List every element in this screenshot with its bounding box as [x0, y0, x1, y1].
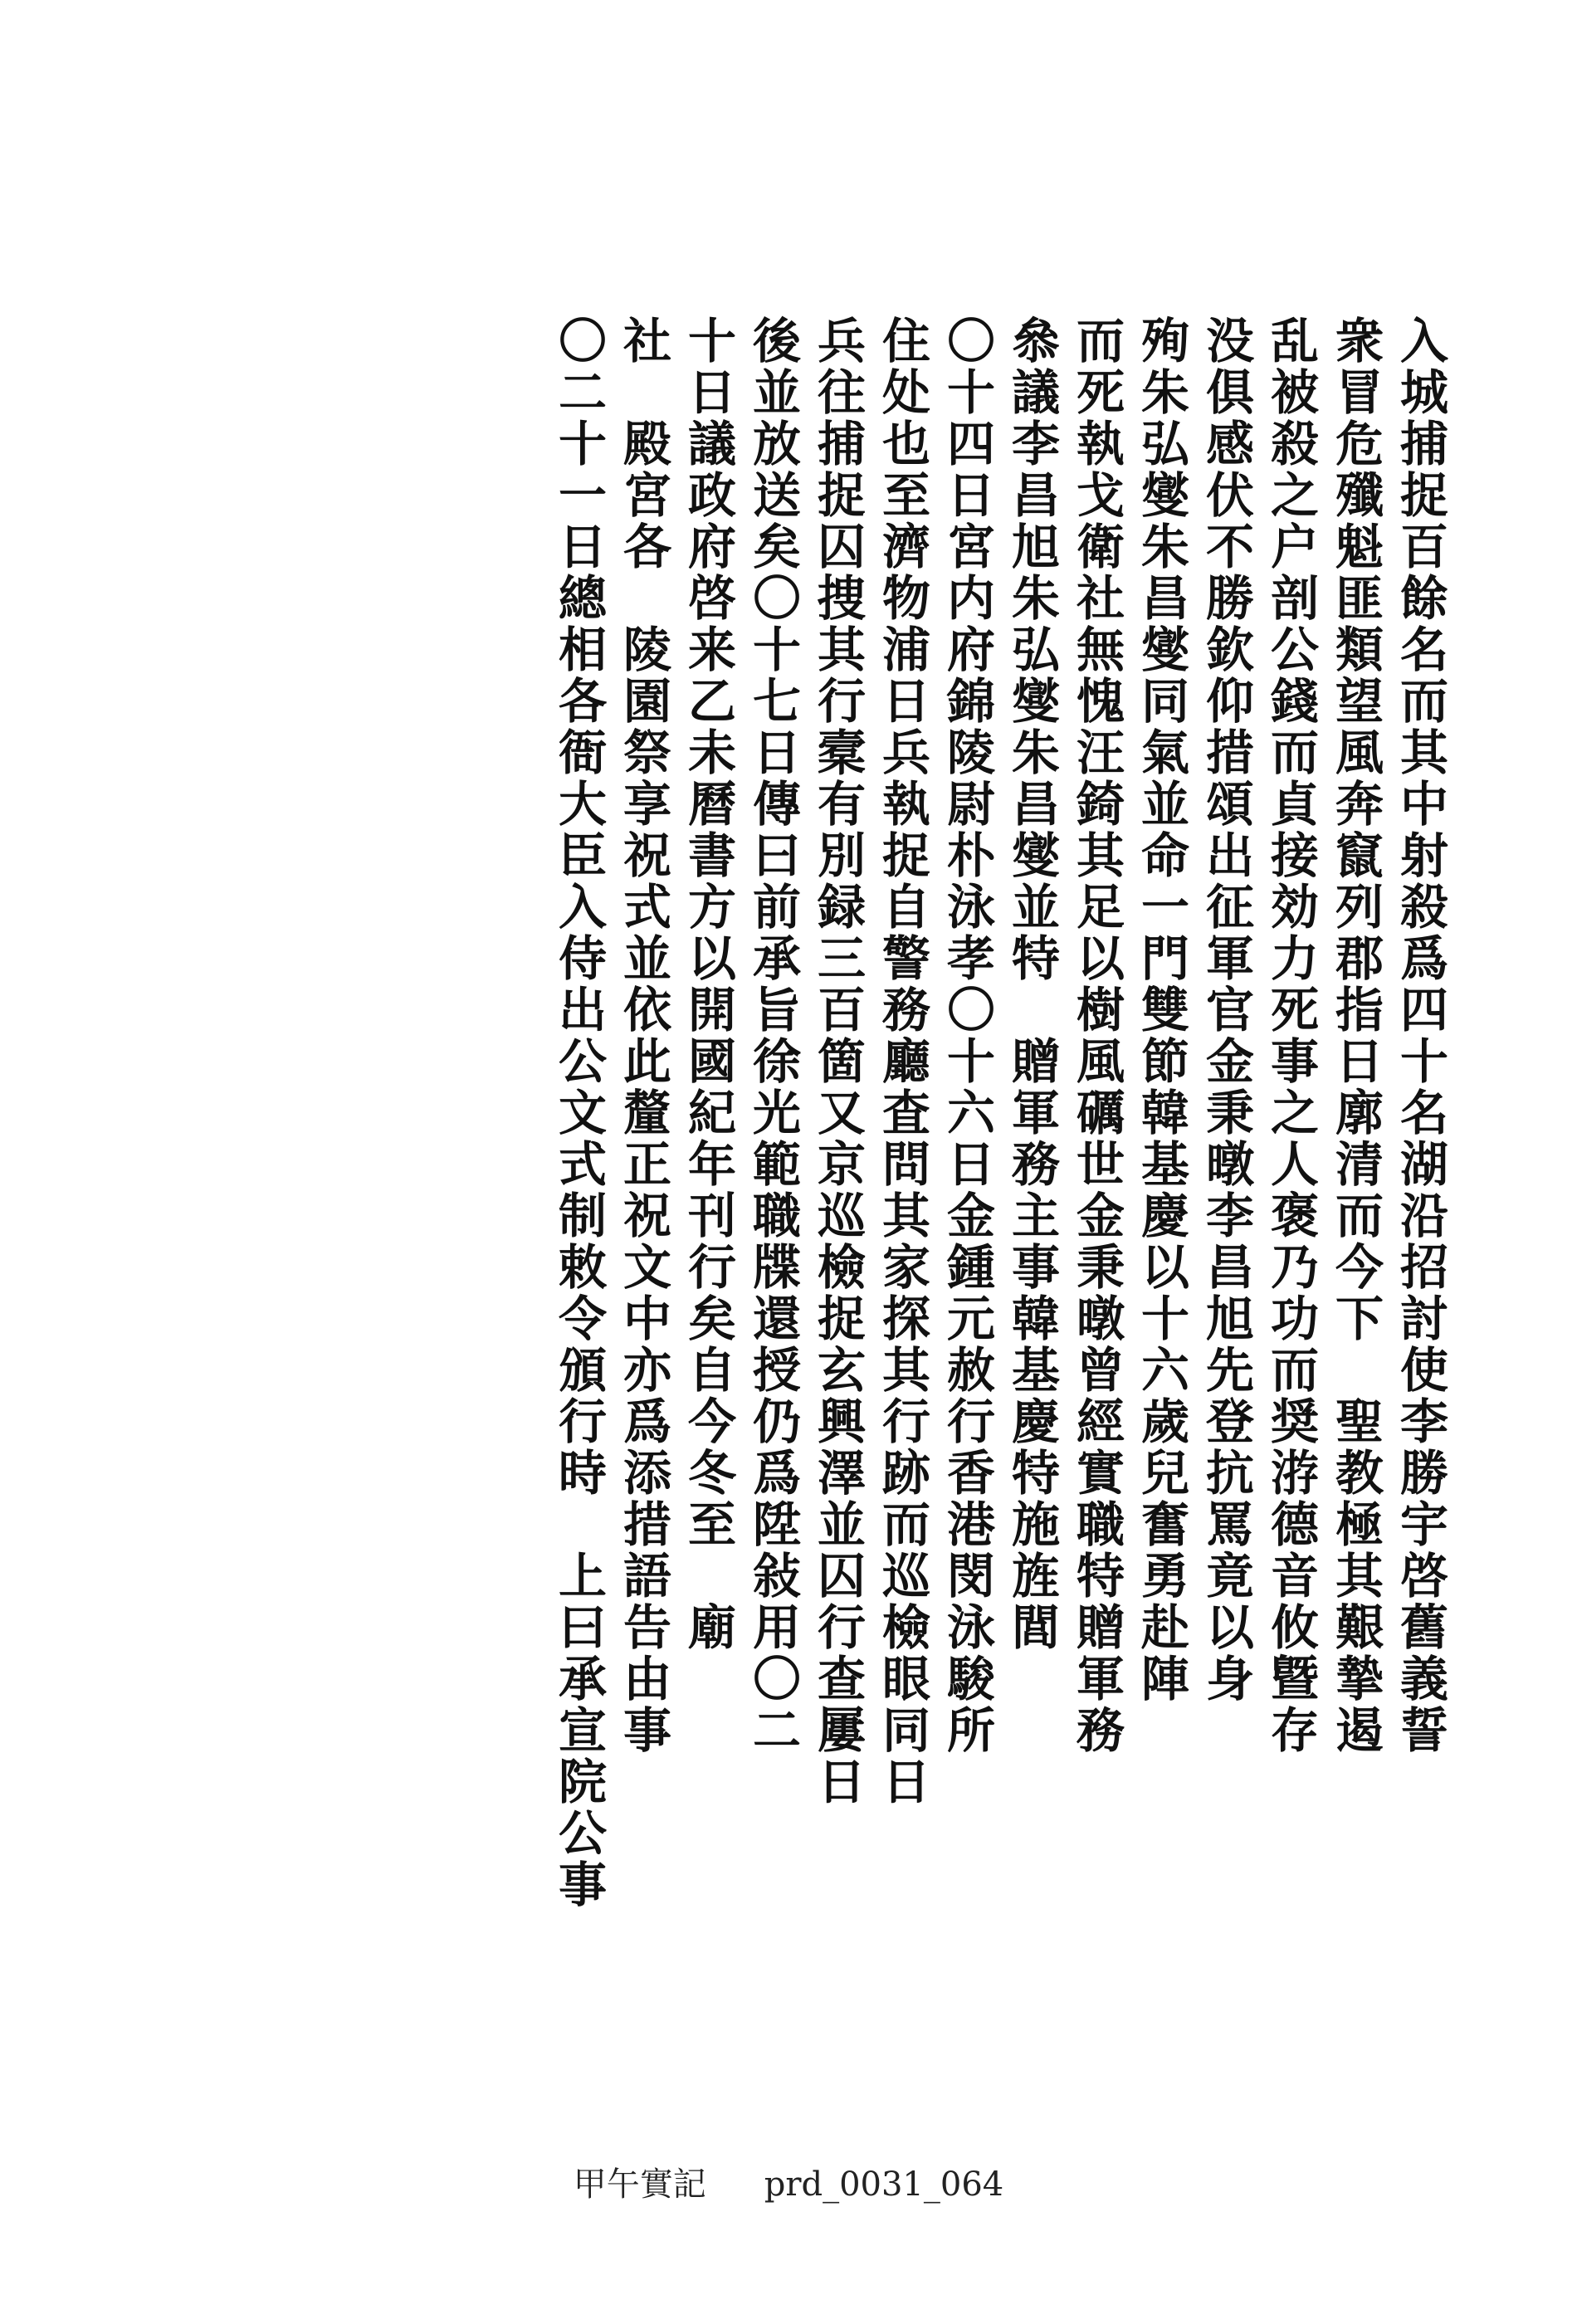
text-column-13: 社 殿宮各 陵園祭享祝式並依此釐正祝文中亦爲添措語告由事: [615, 315, 671, 1756]
text-column-3: 乱被殺之户剖公錢而貞接効力死事之人褒乃功而奨㳺德音攸曁存: [1262, 315, 1319, 1756]
text-column-12: 十日議政府啓来乙未曆書方以開國紀年刊行矣自今冬至 廟: [680, 315, 736, 1653]
text-column-7: 叅議李昌旭朱弘燮朱昌燮並特 贈軍務主事韓基慶特施旌閭: [1003, 315, 1060, 1653]
page-footer: [0, 2158, 1577, 2205]
text-column-6: 而死執戈衛社無愧汪錡其足以樹風礪世金秉暾曾經實職特贈軍務: [1068, 315, 1125, 1756]
text-column-11: 後並放送矣〇十七日傳曰前承旨徐光範職牒還授仍爲陞敍用〇二: [745, 315, 801, 1756]
footer-page-id: prd_0031_064: [764, 2165, 1004, 2204]
text-column-2: 衆冒危殲魁匪類望風奔竄列郡指日廓清而今下 聖教極其艱摯遏: [1327, 315, 1384, 1756]
text-column-5: 殉朱弘燮朱昌燮同氣並命一門雙節韓基慶以十六歲兒奮勇赴陣: [1133, 315, 1189, 1705]
text-column-8: 〇十四日宮内府錦陵尉朴泳孝〇十六日金鍾元赦行香港閔泳駿所: [939, 315, 995, 1756]
text-column-14: 〇二十一日總相各衙大臣入侍出公文式制敕令頒行時 上曰承宣院公事: [550, 315, 607, 1911]
text-column-9: 住处也至濟物浦日兵執捉自警務廳査問其家探其行跡而巡檢眼同日: [874, 315, 930, 1808]
text-column-4: 没俱感伏不勝欽仰措頌出征軍官金秉暾李昌旭先登抗罵竟以身: [1198, 315, 1254, 1705]
vertical-text-body: [154, 315, 1448, 1934]
text-column-10: 兵往捕捉囚捜其行槖有別録三百箇又京巡檢捉玄興澤並囚行查屢日: [809, 315, 866, 1808]
footer-title: 甲午實記: [573, 2165, 706, 2204]
text-column-1: 入城捕捉百餘名而其中射殺爲四十名湖沿招討使李勝宇啓舊義誓: [1392, 315, 1448, 1756]
